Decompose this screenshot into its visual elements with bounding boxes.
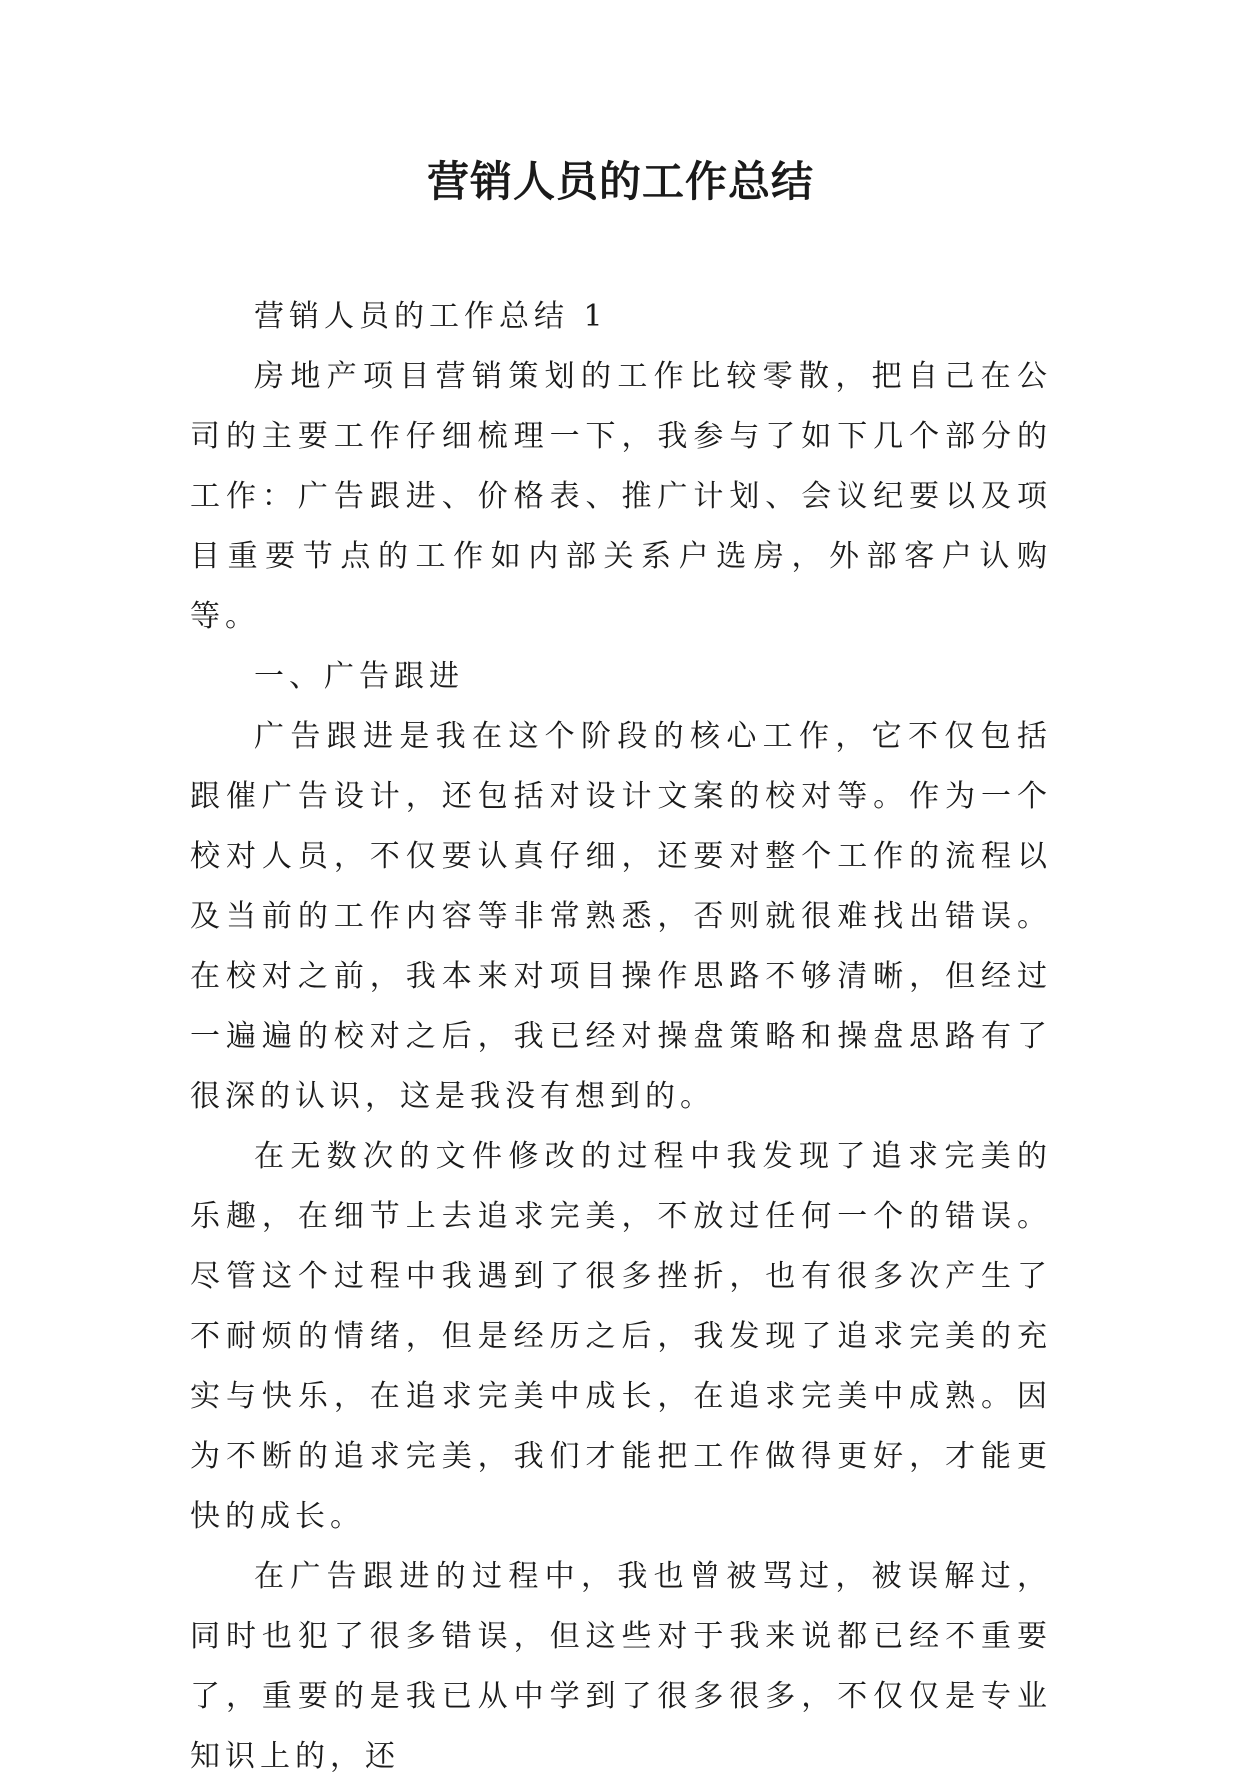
section-heading: 营销人员的工作总结 1: [254, 299, 608, 334]
document-title: 营销人员的工作总结: [426, 157, 814, 206]
paragraph: 在无数次的文件修改的过程中我发现了追求完美的乐趣，在细节上去追求完美，不放过任何一个的错误。尽管这个过程中我遇到了很多挫折，也有很多次产生了不耐烦的情绪，但是经历之后，我发现了追求完美的充实与快乐，在追求完美中成长，在追求完美中成熟。因为不断的追求完美，我们才能把工作做得更好，才能更快的成长。: [190, 1139, 1052, 1534]
subsection-heading: 一、广告跟进: [254, 659, 464, 694]
paragraph: 广告跟进是我在这个阶段的核心工作，它不仅包括跟催广告设计，还包括对设计文案的校对等。作为一个校对人员，不仅要认真仔细，还要对整个工作的流程以及当前的工作内容等非常熟悉，否则就很难找出错误。在校对之前，我本来对项目操作思路不够清晰，但经过一遍遍的校对之后，我已经对操盘策略和操盘思路有了很深的认识，这是我没有想到的。: [190, 719, 1052, 1114]
paragraph: 房地产项目营销策划的工作比较零散，把自己在公司的主要工作仔细梳理一下，我参与了如下几个部分的工作：广告跟进、价格表、推广计划、会议纪要以及项目重要节点的工作如内部关系户选房，外部客户认购等。: [190, 359, 1052, 634]
document-body: [190, 287, 1052, 1787]
paragraph: 在广告跟进的过程中，我也曾被骂过，被误解过，同时也犯了很多错误，但这些对于我来说都已经不重要了，重要的是我已从中学到了很多很多，不仅仅是专业知识上的，还: [190, 1559, 1052, 1774]
